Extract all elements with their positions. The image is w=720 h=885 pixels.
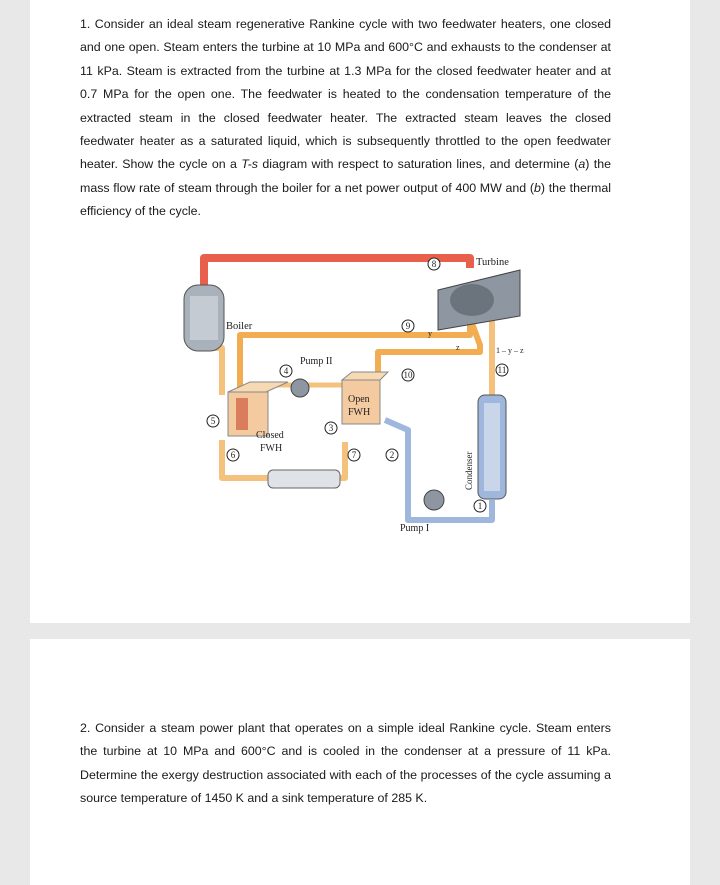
pump-2-label: Pump II <box>300 356 333 367</box>
svg-text:2: 2 <box>389 450 395 460</box>
svg-text:9: 9 <box>405 321 411 331</box>
state-3 <box>325 422 337 434</box>
open-fwh-label-2: FWH <box>348 407 371 418</box>
state-1 <box>474 500 486 512</box>
boiler-feed-pipe <box>205 348 222 395</box>
state-5 <box>207 415 219 427</box>
turbine-label: Turbine <box>476 257 509 268</box>
svg-text:8: 8 <box>431 259 437 269</box>
pump-2 <box>291 379 309 397</box>
extraction-y-label: y <box>428 329 432 338</box>
closed-fwh-label-2: FWH <box>260 443 283 454</box>
extraction-z-label: z <box>456 343 460 352</box>
problem-1-text: 1. Consider an ideal steam regenerative Rankine cycle with two feedwater heaters, one closed and one open. Steam enters the turbine at 10 MPa and 600°C and exhausts to the condenser at 11 kPa. Steam is extracted from the turbine at 1.3 MPa for the closed feedwater heater and at 0.7 MPa for the open one. The feedwater is heated to the condensation temperature of the extracted steam in the closed feedwater heater. The extracted steam leaves the closed feedwater heater as a saturated liquid, which is subsequently throttled to the open feedwater heater. Show the cycle on a T-s diagram with respect to saturation lines, and determine (a) the mass flow rate of steam through the boiler for a net power output of 400 MW and (b) the thermal efficiency of the cycle. <box>80 17 612 219</box>
svg-text:6: 6 <box>230 450 236 460</box>
mixing-chamber <box>268 470 340 488</box>
turbine <box>438 270 520 330</box>
boiler <box>184 285 224 351</box>
open-fwh-label-1: Open <box>348 394 370 405</box>
svg-text:10: 10 <box>403 370 413 380</box>
state-6 <box>227 449 239 461</box>
pump-1-label: Pump I <box>400 523 430 534</box>
boiler-label: Boiler <box>226 321 253 332</box>
svg-text:11: 11 <box>497 365 507 375</box>
condenser <box>478 395 506 499</box>
problem-2-text: 2. Consider a steam power plant that operates on a simple ideal Rankine cycle. Steam enters the turbine at 10 MPa and 600°C and is cooled in the condenser at a pressure of 11 kPa. Determine the exergy destruction associated with each of the processes of the cycle assuming a source temperature of 1450 K and a sink temperature of 285 K. <box>80 721 611 806</box>
svg-text:7: 7 <box>351 450 357 460</box>
svg-text:1: 1 <box>477 501 483 511</box>
state-2 <box>386 449 398 461</box>
fraction-label: 1 – y – z <box>496 346 524 355</box>
state-10 <box>402 369 414 381</box>
closed-feedwater-heater <box>228 382 288 436</box>
condenser-label: Condenser <box>464 451 474 490</box>
svg-text:5: 5 <box>210 416 216 426</box>
state-9 <box>402 320 414 332</box>
closed-fwh-label-1: Closed <box>256 430 284 441</box>
svg-text:4: 4 <box>283 366 289 376</box>
problem-1-number: 1. <box>80 17 91 31</box>
state-8 <box>428 258 440 270</box>
state-4 <box>280 365 292 377</box>
extraction-10-pipe <box>378 318 480 375</box>
state-11 <box>496 364 508 376</box>
pump-1 <box>424 490 444 510</box>
problem-2-number: 2. <box>80 721 91 735</box>
state-7 <box>348 449 360 461</box>
svg-text:3: 3 <box>328 423 334 433</box>
